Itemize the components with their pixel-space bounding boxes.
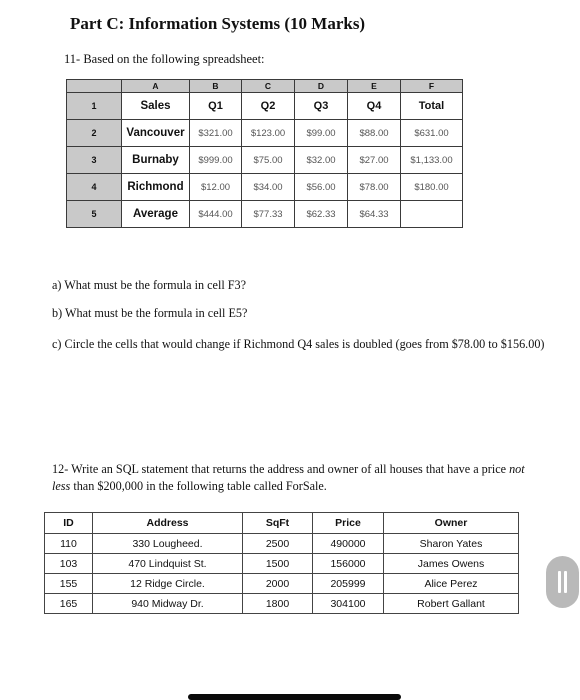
sheet-cell: Q2 <box>242 93 295 120</box>
sheet-cell: Burnaby <box>122 147 190 174</box>
column-header: D <box>295 80 348 93</box>
sheet-cell: Vancouver <box>122 120 190 147</box>
table-cell: 1800 <box>243 594 313 614</box>
sheet-cell: $32.00 <box>295 147 348 174</box>
sheet-cell: $62.33 <box>295 201 348 228</box>
sheet-row <box>67 147 463 174</box>
row-number: 1 <box>67 93 122 120</box>
question-11a: a) What must be the formula in cell F3? <box>52 278 247 292</box>
column-header: A <box>122 80 190 93</box>
sheet-cell: $1,133.00 <box>401 147 463 174</box>
section-title: Part C: Information Systems (10 Marks) <box>70 14 366 33</box>
sheet-cell: $27.00 <box>348 147 401 174</box>
column-header-row <box>67 80 463 93</box>
column-header: Price <box>313 513 384 534</box>
sheet-cell: $999.00 <box>190 147 242 174</box>
table-cell: 470 Lindquist St. <box>93 554 243 574</box>
sheet-cell: Richmond <box>122 174 190 201</box>
sheet-cell: Q1 <box>190 93 242 120</box>
row-number: 5 <box>67 201 122 228</box>
forsale-table <box>44 512 519 614</box>
sheet-cell: $12.00 <box>190 174 242 201</box>
home-indicator-bar[interactable] <box>188 694 401 700</box>
table-cell: 304100 <box>313 594 384 614</box>
sheet-cell: $123.00 <box>242 120 295 147</box>
table-row <box>45 594 519 614</box>
sheet-cell: $77.33 <box>242 201 295 228</box>
sheet-cell: $56.00 <box>295 174 348 201</box>
sheet-cell <box>401 201 463 228</box>
table-row <box>45 534 519 554</box>
column-header: B <box>190 80 242 93</box>
table-cell: 110 <box>45 534 93 554</box>
sheet-cell: $75.00 <box>242 147 295 174</box>
column-header: C <box>242 80 295 93</box>
sheet-cell: Q3 <box>295 93 348 120</box>
sheet-cell: $444.00 <box>190 201 242 228</box>
sheet-cell: Average <box>122 201 190 228</box>
table-cell: 103 <box>45 554 93 574</box>
sheet-cell: Q4 <box>348 93 401 120</box>
table-cell: 940 Midway Dr. <box>93 594 243 614</box>
table-row <box>45 574 519 594</box>
question-12-prompt <box>52 461 532 495</box>
sheet-cell: Sales <box>122 93 190 120</box>
row-number: 2 <box>67 120 122 147</box>
sheet-cell: $34.00 <box>242 174 295 201</box>
column-header: E <box>348 80 401 93</box>
table-cell: Robert Gallant <box>384 594 519 614</box>
column-header: ID <box>45 513 93 534</box>
question-12-text-end: than $200,000 in the following table called ForSale. <box>70 479 327 493</box>
table-cell: James Owens <box>384 554 519 574</box>
sheet-cell: $99.00 <box>295 120 348 147</box>
table-cell: 205999 <box>313 574 384 594</box>
table-cell: 165 <box>45 594 93 614</box>
sheet-row <box>67 93 463 120</box>
table-cell: 156000 <box>313 554 384 574</box>
sheet-cell: $64.33 <box>348 201 401 228</box>
table-header-row <box>45 513 519 534</box>
sheet-row <box>67 201 463 228</box>
table-cell: 12 Ridge Circle. <box>93 574 243 594</box>
table-cell: 2500 <box>243 534 313 554</box>
column-header: F <box>401 80 463 93</box>
corner-cell <box>67 80 122 93</box>
row-number: 4 <box>67 174 122 201</box>
question-11-prompt: 11- Based on the following spreadsheet: <box>64 52 265 66</box>
table-cell: 2000 <box>243 574 313 594</box>
question-11b: b) What must be the formula in cell E5? <box>52 306 248 320</box>
sheet-cell: $631.00 <box>401 120 463 147</box>
column-header: Address <box>93 513 243 534</box>
table-row <box>45 554 519 574</box>
column-header: Owner <box>384 513 519 534</box>
question-12-emphasis: not less <box>52 462 525 493</box>
sheet-cell: $78.00 <box>348 174 401 201</box>
sheet-cell: $321.00 <box>190 120 242 147</box>
sheet-cell: Total <box>401 93 463 120</box>
table-cell: Sharon Yates <box>384 534 519 554</box>
sheet-row <box>67 120 463 147</box>
question-11c: c) Circle the cells that would change if Richmond Q4 sales is doubled (goes from $78.00 to $156.00) <box>52 337 545 351</box>
grip-line <box>558 571 561 593</box>
column-header: SqFt <box>243 513 313 534</box>
sheet-cell: $88.00 <box>348 120 401 147</box>
sheet-cell: $180.00 <box>401 174 463 201</box>
table-cell: Alice Perez <box>384 574 519 594</box>
table-cell: 155 <box>45 574 93 594</box>
table-cell: 330 Lougheed. <box>93 534 243 554</box>
question-12-text: 12- Write an SQL statement that returns the address and owner of all houses that have a price <box>52 462 510 476</box>
sheet-row <box>67 174 463 201</box>
row-number: 3 <box>67 147 122 174</box>
scroll-handle[interactable] <box>546 556 579 608</box>
table-cell: 1500 <box>243 554 313 574</box>
grip-line <box>564 571 567 593</box>
table-cell: 490000 <box>313 534 384 554</box>
spreadsheet-table <box>66 79 463 228</box>
